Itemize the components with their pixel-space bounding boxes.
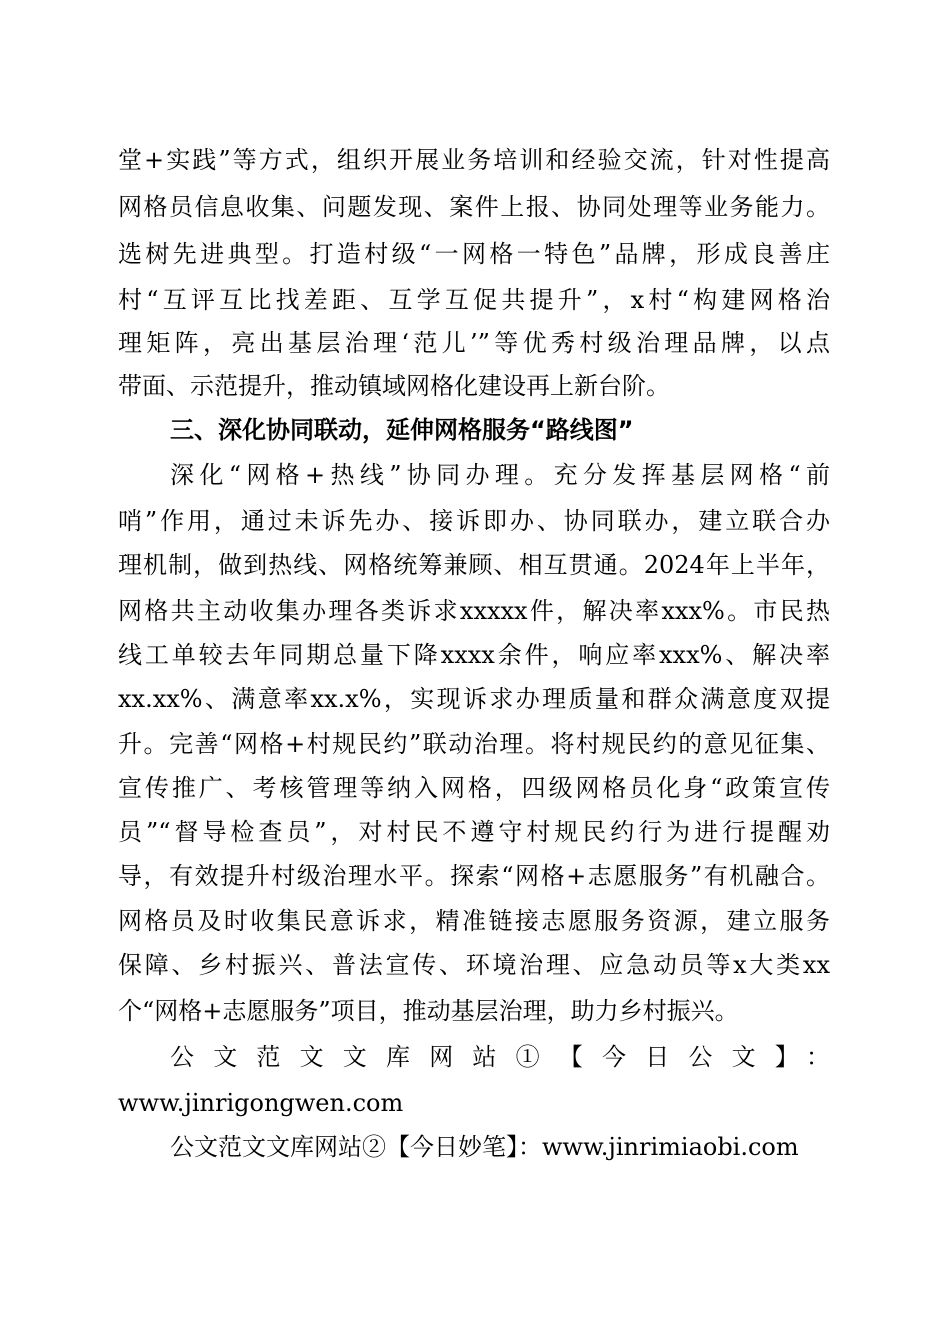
paragraph-line: 线工单较去年同期总量下降xxxx余件，响应率xxx%、解决率: [118, 641, 830, 669]
section-heading: 三、深化协同联动，延伸网格服务“路线图”: [170, 416, 634, 444]
paragraph-line: 选树先进典型。打造村级“一网格一特色”品牌，形成良善庄: [118, 240, 830, 268]
paragraph-line: 网格员及时收集民意诉求，精准链接志愿服务资源，建立服务: [118, 907, 830, 935]
paragraph-line: 哨”作用，通过未诉先办、接诉即办、协同联办，建立联合办: [118, 507, 830, 535]
paragraph-line: 理机制，做到热线、网格统筹兼顾、相互贯通。2024年上半年，: [118, 551, 830, 579]
paragraph-line: 村“互评互比找差距、互学互促共提升”，x村“构建网格治: [118, 286, 830, 314]
paragraph-line: 宣传推广、考核管理等纳入网格，四级网格员化身“政策宣传: [118, 774, 830, 802]
paragraph-line: 员”“督导检查员”，对村民不遵守村规民约行为进行提醒劝: [118, 818, 830, 846]
paragraph-line: 堂+实践”等方式，组织开展业务培训和经验交流，针对性提高: [118, 146, 830, 174]
footer-site-url[interactable]: www.jinrigongwen.com: [118, 1089, 404, 1117]
paragraph-line: 升。完善“网格+村规民约”联动治理。将村规民约的意见征集、: [118, 730, 830, 758]
footer-site-line[interactable]: 公文范文文库网站②【今日妙笔】：www.jinrimiaobi.com: [170, 1133, 799, 1161]
paragraph-line: 网格共主动收集办理各类诉求xxxxx件，解决率xxx%。市民热: [118, 597, 830, 625]
paragraph-line: 带面、示范提升，推动镇域网格化建设再上新台阶。: [118, 372, 670, 400]
paragraph-line: xx.xx%、满意率xx.x%，实现诉求办理质量和群众满意度双提: [118, 685, 830, 713]
footer-site-label: 公文范文文库网站①【今日公文】：: [170, 1043, 830, 1071]
paragraph-line: 理矩阵，亮出基层治理‘范儿’”等优秀村级治理品牌，以点: [118, 329, 830, 357]
paragraph-line: 导，有效提升村级治理水平。探索“网格+志愿服务”有机融合。: [118, 862, 830, 890]
paragraph-line: 网格员信息收集、问题发现、案件上报、协同处理等业务能力。: [118, 193, 830, 221]
paragraph-line: 个“网格+志愿服务”项目，推动基层治理，助力乡村振兴。: [118, 997, 739, 1025]
paragraph-line: 保障、乡村振兴、普法宣传、环境治理、应急动员等x大类xx: [118, 951, 830, 979]
paragraph-line: 深化“网格+热线”协同办理。充分发挥基层网格“前: [170, 461, 830, 489]
